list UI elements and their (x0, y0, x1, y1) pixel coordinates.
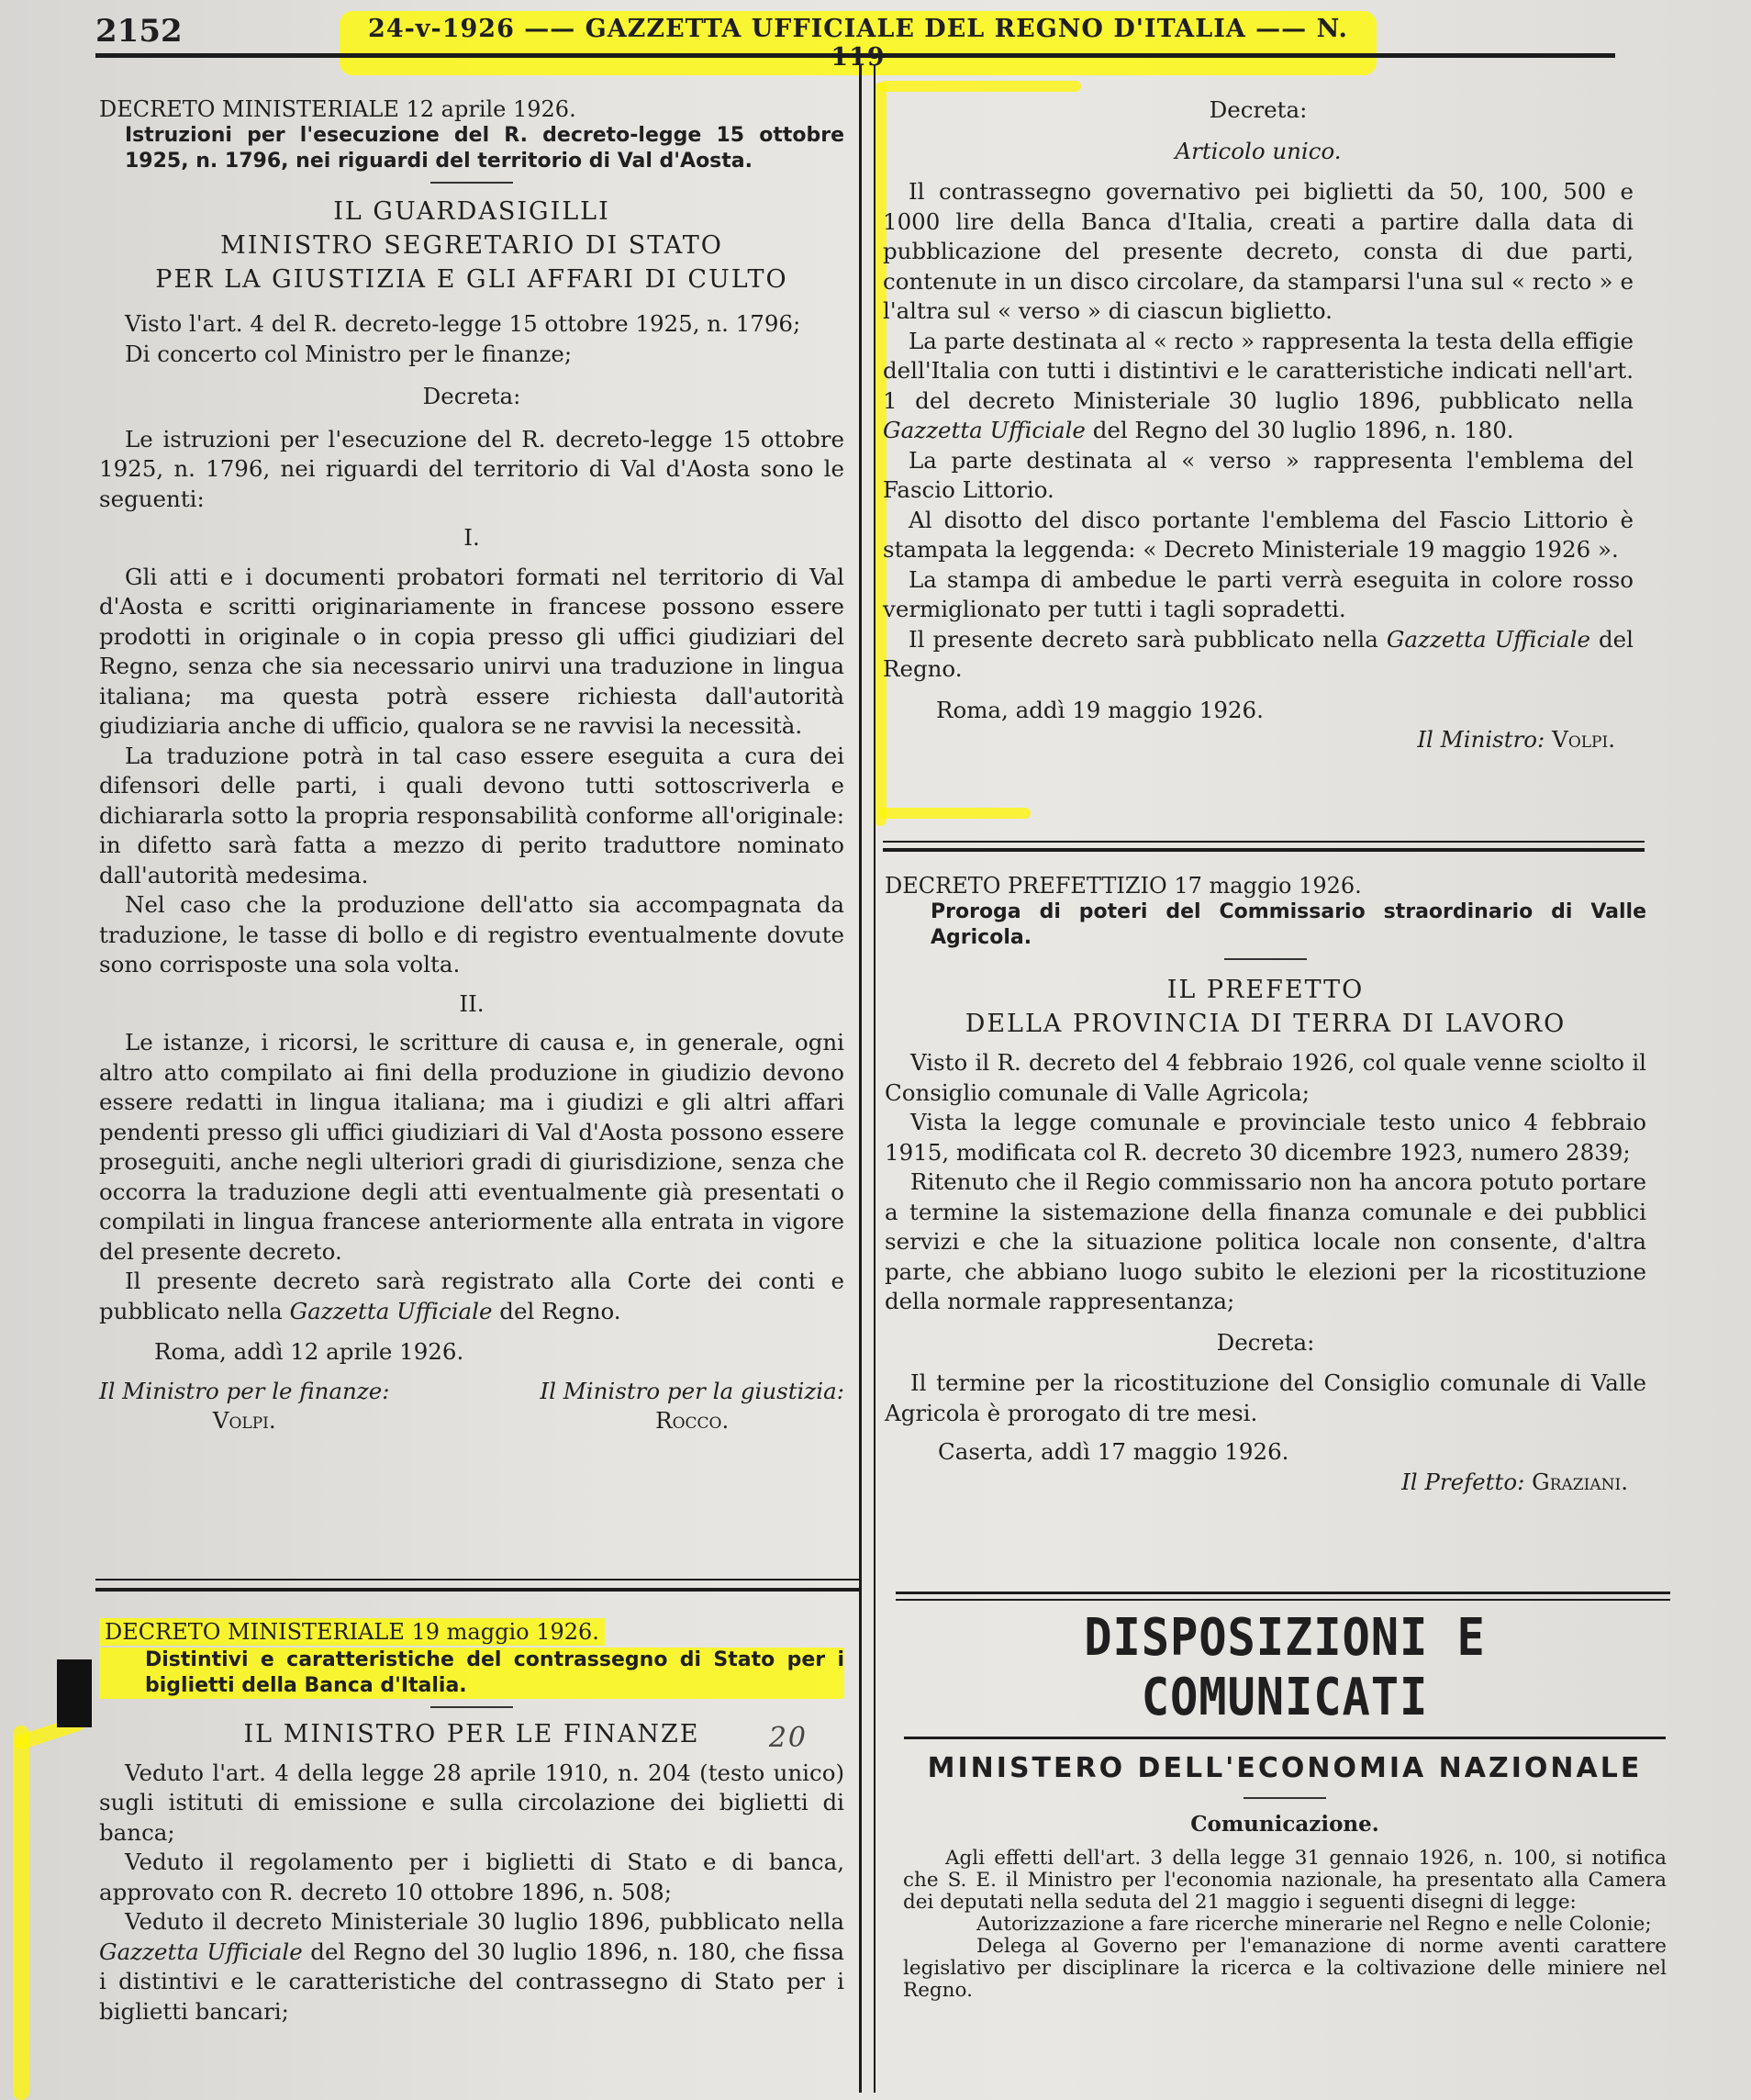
comunicazione-body (892, 1848, 1678, 2002)
decree2-veduto-3-end: del Regno del 30 luglio 1896, n. 180, che fissa i distintivi e le caratteristiche del contrassegno di Stato per i biglietti bancari; (99, 1938, 844, 2025)
decree2-art-para-6-end: del Regno. (883, 625, 1634, 682)
signature-finance-name: Volpi. (212, 1407, 276, 1434)
comunicazione-para-3: Delega al Governo per l'emanazione di norme aventi carattere legislativo per disciplinare la ricerca e la coltivazione delle miniere nel Regno. (903, 1935, 1667, 2002)
handwritten-annotation: 20 (768, 1721, 808, 1754)
highlight-stroke-left-vertical (13, 1726, 29, 2100)
decree3-decreta: Decreta: (1216, 1328, 1315, 1356)
header-rule (95, 53, 1615, 58)
decree1-authority-1: IL GUARDASIGILLI (333, 197, 610, 226)
section-disposizioni (892, 1608, 1678, 2002)
decree1-para-5-end: del Regno. (492, 1297, 621, 1324)
decree1-para-3: Nel caso che la produzione dell'atto sia accompagnata da traduzione, le tasse di bollo e di registro eventualmente dovute sono corrisposte una sola volta. (99, 891, 844, 977)
decree2-art-para-2 (883, 327, 1634, 446)
decree1-para-2: La traduzione potrà in tal caso essere eseguita a cura dei difensori delle parti, i quali devono tutti sottoscriverla e dichiararla sotto la propria responsabilità conforme all'originale: in difetto sarà fatta a mezzo di perito traduttore nominato dall'autorità medesima. (99, 742, 844, 888)
signature-justice-title: Il Ministro per la giustizia: (540, 1377, 844, 1404)
decree3-authority-2: DELLA PROVINCIA DI TERRA DI LAVORO (965, 1010, 1567, 1038)
separator (430, 1706, 513, 1708)
decree1-heading: DECRETO MINISTERIALE 12 aprile 1926. (99, 96, 576, 122)
decree2-place-date: Roma, addì 19 maggio 1926. (936, 696, 1264, 723)
decree2-authority-text: IL MINISTRO PER LE FINANZE (243, 1719, 700, 1748)
decree1-authority-2: MINISTRO SEGRETARIO DI STATO (220, 231, 723, 260)
decree1-visto: Visto l'art. 4 del R. decreto-legge 15 ottobre 1925, n. 1796; (125, 310, 801, 337)
decree2-art-para-6 (883, 625, 1634, 685)
decree3-authority-1: IL PREFETTO (1166, 976, 1365, 1004)
signature-prefetto-name: Graziani. (1532, 1468, 1628, 1495)
signature-prefetto-title: Il Prefetto: (1401, 1468, 1525, 1495)
decree1-section-2: II. (459, 989, 485, 1017)
signature-finance-title: Il Ministro per le finanze: (99, 1377, 390, 1404)
signature-minister-name: Volpi. (1552, 726, 1615, 753)
decree1-para-4: Le istanze, i ricorsi, le scritture di causa e, in generale, ogni altro atto compilato ai fini della produzione in giudizio devono essere redatti in lingua italiana; ma i giudizi e gli altri affari pendenti presso gli uffici giudiziari di Val d'Aosta possono essere proseguiti, anche negli ulteriori gradi di giurisdizione, senza che occorra la traduzione degli atti eventualmente già presentati o compilati in lingua francese anteriormente alla entrata in vigore del presente decreto. (99, 1029, 844, 1265)
decree2-veduto-3 (99, 1907, 844, 2027)
decree3-place-date: Caserta, addì 17 maggio 1926. (938, 1438, 1289, 1465)
decree2-veduto-3-text: Veduto il decreto Ministeriale 30 luglio 1896, pubblicato nella (125, 1908, 844, 1935)
gazzetta-ref: Gazzetta Ufficiale (1386, 625, 1590, 653)
section-rule-top-1 (896, 1592, 1670, 1594)
comunicazione-para-1: Agli effetti dell'art. 3 della legge 31 gennaio 1926, n. 100, si notifica che S. E. il Ministro per l'economia nazionale, ha presentato alla Camera dei deputati nella seduta del 21 maggio i seguenti disegni di legge: (903, 1847, 1667, 1914)
running-head: 24-v-1926 —— GAZZETTA UFFICIALE DEL REGNO D'ITALIA —— N. (340, 11, 1377, 75)
decree2-art-para-5: La stampa di ambedue le parti verrà eseguita in colore rosso vermiglionato per tutti i tagli sopradetti. (883, 565, 1634, 622)
highlight-stroke-right-top (879, 81, 1081, 92)
decree1-subtitle: Istruzioni per l'esecuzione del R. decreto-legge 15 ottobre 1925, n. 1796, nei riguardi del territorio di Val d'Aosta. (125, 124, 844, 173)
decree3-signature (885, 1468, 1628, 1498)
page-number: 2152 (95, 13, 183, 50)
right-double-rule-1 (883, 841, 1645, 843)
section-title: DISPOSIZIONI E COMUNICATI (1084, 1608, 1486, 1727)
decree1-para-5 (99, 1267, 844, 1326)
decree1-signatures (99, 1377, 844, 1436)
right-column-decree3 (885, 872, 1646, 1497)
black-margin-tab (57, 1659, 92, 1727)
comunicazione-para-2: Autorizzazione a fare ricerche minerarie nel Regno e nelle Colonie; (976, 1913, 1652, 1936)
decree3-heading: DECRETO PREFETTIZIO 17 maggio 1926. (885, 873, 1362, 899)
separator (1224, 958, 1307, 960)
decree2-decreta: Decreta: (1209, 96, 1308, 123)
decree2-art-para-3: La parte destinata al « verso » rappresenta l'emblema del Fascio Littorio. (883, 446, 1634, 503)
section-rule-mid (904, 1737, 1666, 1739)
decree1-para-5-text: Il presente decreto sarà registrato alla Corte dei conti e pubblicato nella (99, 1268, 844, 1324)
comunicazione-heading: Comunicazione. (1190, 1812, 1379, 1837)
gazzetta-ref: Gazzetta Ufficiale (289, 1297, 493, 1324)
decree2-authority (99, 1717, 844, 1754)
decree1-place-date: Roma, addì 12 aprile 1926. (154, 1338, 464, 1365)
left-double-rule-2 (95, 1588, 861, 1592)
highlight-stroke-right-bottom (879, 808, 1031, 819)
ministry-title: MINISTERO DELL'ECONOMIA NAZIONALE (927, 1752, 1643, 1784)
decree3-visto-1: Visto il R. decreto del 4 febbraio 1926, col quale venne sciolto il Consiglio comunale di Valle Agricola; (885, 1049, 1646, 1106)
decree2-art-para-2-text: La parte destinata al « recto » rappresenta la testa della effigie dell'Italia con tutti i distintivi e le caratteristiche indicati nell'art. 1 del decreto Ministeriale 30 luglio 1896, pubblicato nella (883, 327, 1634, 414)
decree2-signature (883, 725, 1615, 755)
decree1-para-1: Gli atti e i documenti probatori formati nel territorio di Val d'Aosta e scritti originariamente in francese possono essere prodotti in originale o in copia presso gli uffici giudiziari del Regno, senza che sia necessario unirvi una traduzione in lingua italiana; ma questa potrà essere richiesta dall'autorità giudiziaria anche di ufficio, qualora se ne ravvisi la necessità. (99, 563, 844, 739)
right-double-rule-2 (883, 848, 1645, 852)
decree1-section-1: I. (463, 524, 480, 551)
decree1-intro: Le istruzioni per l'esecuzione del R. decreto-legge 15 ottobre 1925, n. 1796, nei riguardi del territorio di Val d'Aosta sono le seguenti: (99, 425, 844, 512)
decree1-decreta: Decreta: (422, 383, 521, 409)
decree2-veduto-2: Veduto il regolamento per i biglietti di Stato e di banca, approvato con R. decreto 10 ottobre 1896, n. 508; (99, 1849, 844, 1905)
decree3-ritenuto: Ritenuto che il Regio commissario non ha ancora potuto portare a termine la sistemazione della finanza comunale e dei pubblici servizi e che la situazione politica locale non consente, d'altra parte, che abbiano luogo subito le elezioni per la ricostituzione della normale rappresentanza; (885, 1168, 1646, 1314)
column-divider (859, 64, 862, 2093)
column-divider-inner (874, 64, 876, 2093)
gazzetta-ref: Gazzetta Ufficiale (883, 417, 1086, 443)
signature-minister-title: Il Ministro: (1417, 726, 1545, 753)
section-rule-top-2 (896, 1599, 1670, 1601)
decree3-subtitle: Proroga di poteri del Commissario straordinario di Valle Agricola. (931, 900, 1646, 949)
left-double-rule-1 (95, 1579, 861, 1581)
gazzetta-ref: Gazzetta Ufficiale (99, 1938, 303, 1965)
separator (430, 182, 513, 184)
left-column-decree1 (99, 95, 844, 1436)
decree2-art-para-2-end: del Regno del 30 luglio 1896, n. 180. (1085, 417, 1514, 443)
decree3-para-1: Il termine per la ricostituzione del Consiglio comunale di Valle Agricola è prorogato di tre mesi. (885, 1369, 1646, 1426)
decree2-heading: DECRETO MINISTERIALE 19 maggio 1926. (99, 1618, 605, 1646)
signature-justice-name: Rocco. (655, 1407, 730, 1434)
decree2-art-para-1: Il contrassegno governativo pei biglietti da 50, 100, 500 e 1000 lire della Banca d'Italia, creati a partire dalla data di pubblicazione del presente decreto, consta di due parti, contenute in un disco circolare, da stamparsi l'una sul « recto » e l'altra sul « verso » di ciascun biglietto. (883, 178, 1634, 324)
decree2-subtitle: Distintivi e caratteristiche del contrassegno di Stato per i biglietti della Banca d'Italia. (99, 1648, 844, 1699)
decree2-articolo: Articolo unico. (1175, 137, 1342, 164)
separator (1244, 1797, 1326, 1799)
decree1-authority-3: PER LA GIUSTIZIA E GLI AFFARI DI CULTO (155, 265, 788, 294)
decree3-visto-2: Vista la legge comunale e provinciale testo unico 4 febbraio 1915, modificata col R. decreto 30 dicembre 1923, numero 2839; (885, 1109, 1646, 1166)
decree1-concerto: Di concerto col Ministro per le finanze; (125, 340, 573, 367)
left-column-decree2 (99, 1617, 844, 2027)
decree2-art-para-6-text: Il presente decreto sarà pubblicato nella (909, 625, 1387, 653)
decree2-veduto-1: Veduto l'art. 4 della legge 28 aprile 1910, n. 204 (testo unico) sugli istituti di emissione e sulla circolazione dei biglietti di banca; (99, 1759, 844, 1846)
decree2-art-para-4: Al disotto del disco portante l'emblema del Fascio Littorio è stampata la leggenda: « Decreto Ministeriale 19 maggio 1926 ». (883, 506, 1634, 563)
right-column-decree2-cont (883, 95, 1634, 755)
